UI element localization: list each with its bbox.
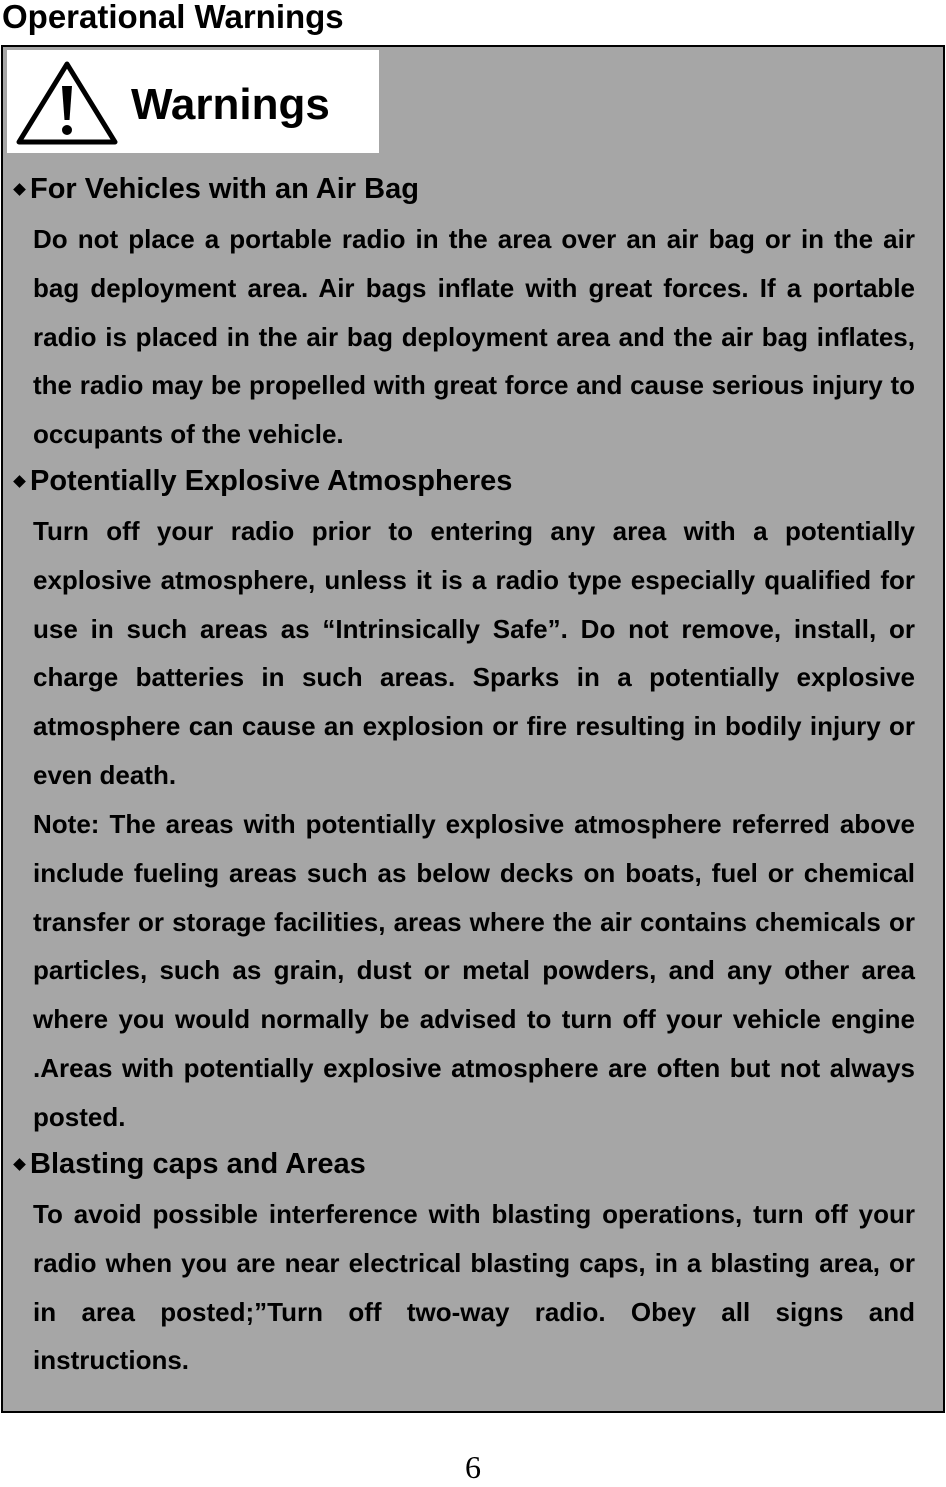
warnings-box: [1, 45, 945, 1413]
section-paragraph: Do not place a portable radio in the area over an air bag or in the air bag deployment area. Air bags inflate with great forces. If a portable radio is placed in the air bag deployment area and the air bag inflates, the radio may be propelled with great force and cause serious injury to occupants of the vehicle.: [33, 224, 915, 450]
warnings-badge: [7, 50, 379, 153]
warning-triangle-icon: [15, 60, 119, 146]
section-paragraph: Turn off your radio prior to entering any area with a potentially explosive atmosphere, unless it is a radio type especially qualified for use in such areas as “Intrinsically Safe”. Do not remove, install, or charge batteries in such areas. Sparks in a potentially explosive atmosphere can cause an explosion or fire resulting in bodily injury or even death.: [33, 516, 915, 790]
bullet-diamond-icon: [13, 475, 26, 488]
section-heading: For Vehicles with an Air Bag: [9, 169, 419, 209]
section-heading: Potentially Explosive Atmospheres: [9, 461, 512, 501]
bullet-diamond-icon: [13, 1158, 26, 1171]
page-title: Operational Warnings: [2, 0, 344, 35]
section-heading: Blasting caps and Areas: [9, 1144, 366, 1184]
section-note-paragraph: Note: The areas with potentially explosive atmosphere referred above include fueling areas such as below decks on boats, fuel or chemical transfer or storage facilities, areas where the air contains chemicals or particles, such as grain, dust or metal powders, and any other area where you would normally be advised to turn off your vehicle engine .Areas with potentially explosive atmosphere are often but not always posted.: [33, 809, 915, 1132]
page-number: 6: [465, 1449, 481, 1485]
warnings-badge-label: Warnings: [131, 80, 330, 129]
bullet-diamond-icon: [13, 183, 26, 196]
section-paragraph: To avoid possible interference with blasting operations, turn off your radio when you are near electrical blasting caps, in a blasting area, or in area posted;”Turn off two-way radio. Obey all signs and instructions.: [33, 1199, 915, 1376]
